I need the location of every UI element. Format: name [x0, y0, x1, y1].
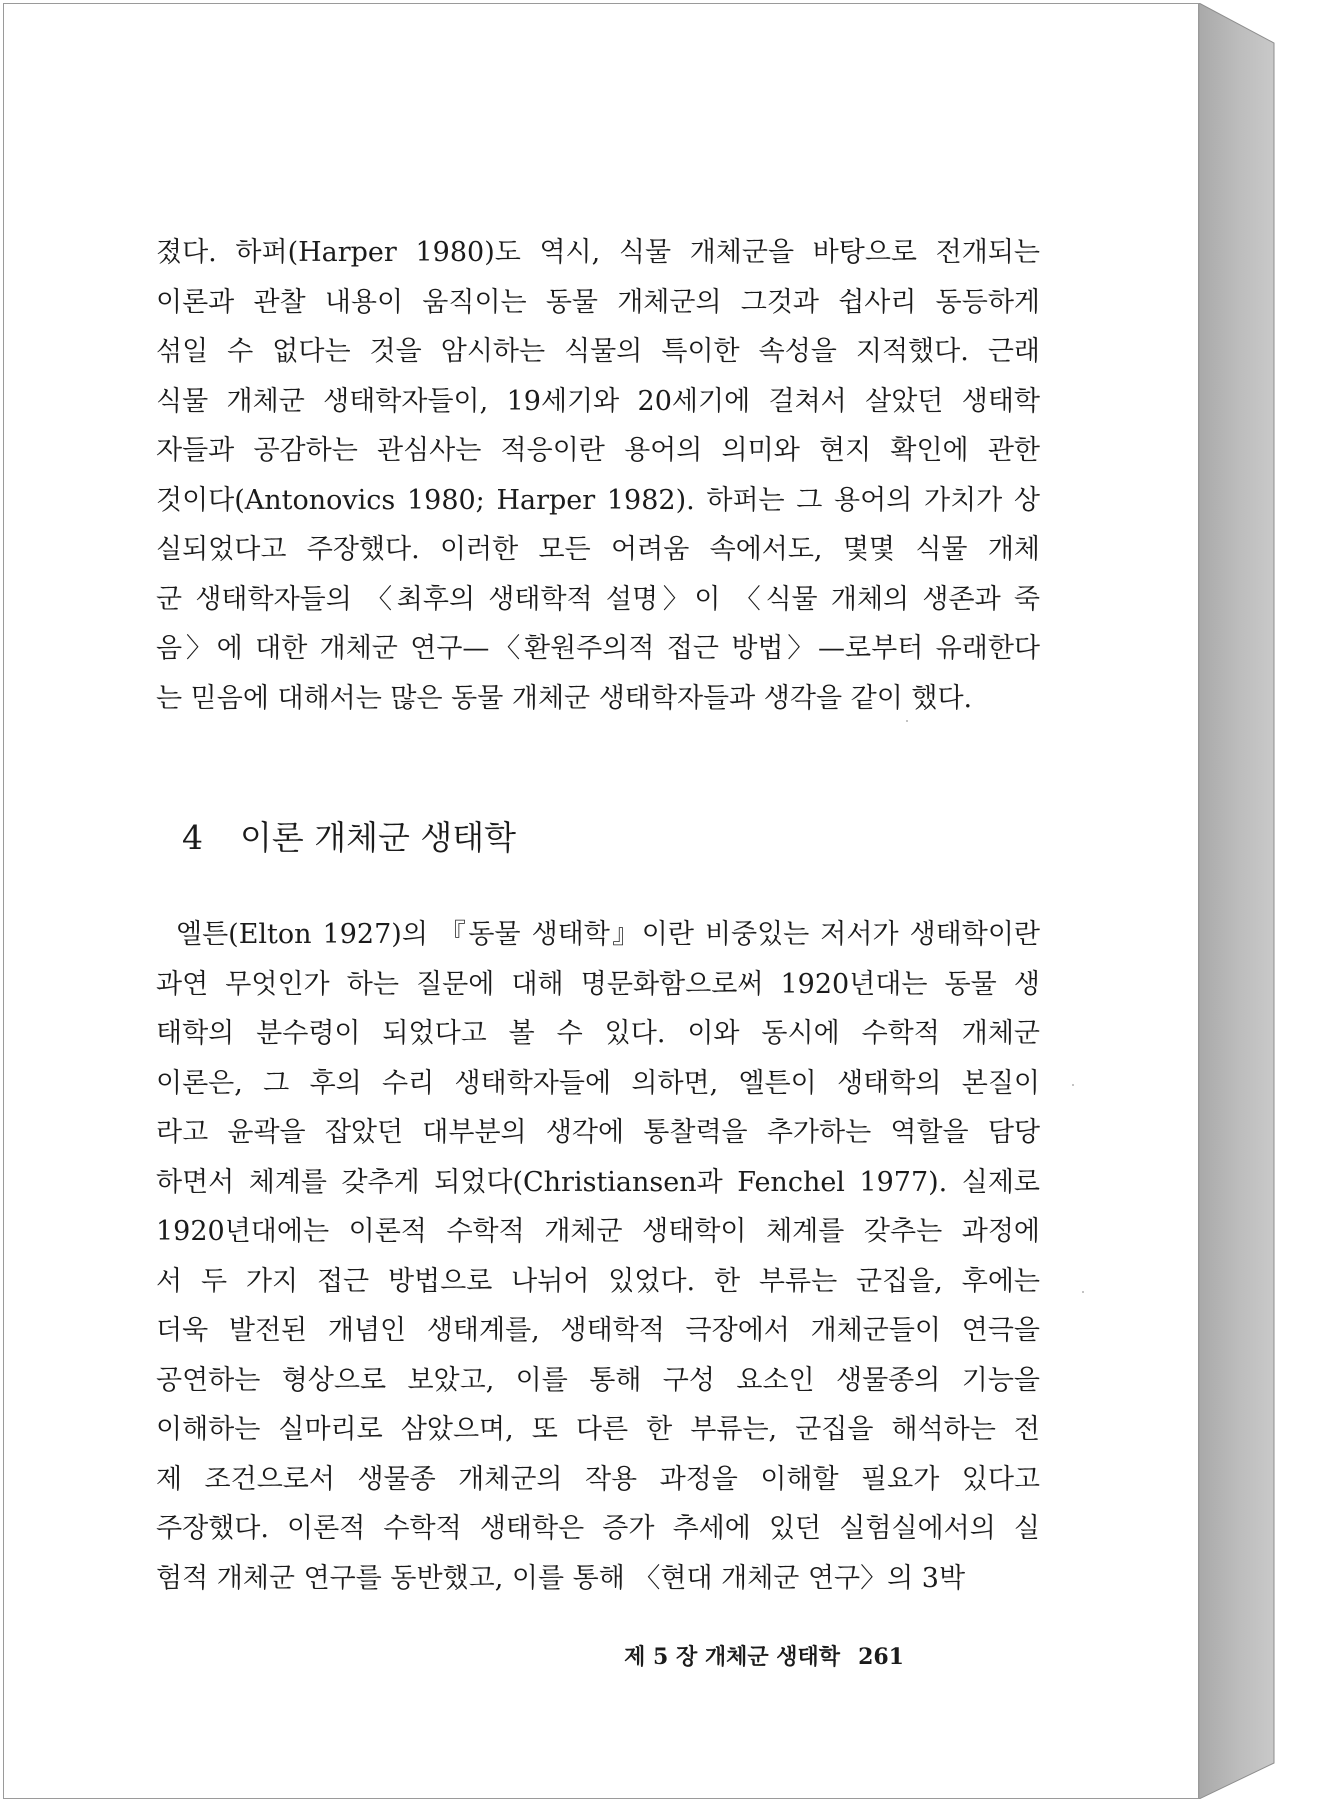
- text-line: 엘튼(Elton 1927)의 『동물 생태학』이란 비중있는 저서가 생태학이란: [176, 919, 1040, 950]
- text-line: 군 생태학자들의 〈최후의 생태학적 설명〉이 〈식물 개체의 생존과 죽: [156, 583, 1040, 615]
- text-line: 더욱 발전된 개념인 생태계를, 생태학적 극장에서 개체군들이 연극을: [156, 1315, 1040, 1346]
- text-line: 실되었다고 주장했다. 이러한 모든 어려움 속에서도, 몇몇 식물 개체: [156, 534, 1040, 565]
- text-line: 주장했다. 이론적 수학적 생태학은 증가 추세에 있던 실험실에서의 실: [156, 1513, 1040, 1544]
- text-line: 이해하는 실마리로 삼았으며, 또 다른 한 부류는, 군집을 해석하는 전: [156, 1414, 1040, 1445]
- running-footer: [624, 1640, 904, 1671]
- section-number: 4: [182, 818, 203, 857]
- text-line: 태학의 분수령이 되었다고 볼 수 있다. 이와 동시에 수학적 개체군: [156, 1018, 1040, 1049]
- text-line: 이론은, 그 후의 수리 생태학자들에 의하면, 엘튼이 생태학의 본질이: [156, 1067, 1040, 1099]
- chapter-label: 제 5 장 개체군 생태학: [624, 1644, 841, 1670]
- text-line: 음〉에 대한 개체군 연구—〈환원주의적 접근 방법〉—로부터 유래한다: [156, 633, 1040, 664]
- paragraph-continued: [156, 228, 1040, 723]
- text-line: 이론과 관찰 내용이 움직이는 동물 개체군의 그것과 쉽사리 동등하게: [156, 286, 1040, 318]
- text-line: 자들과 공감하는 관심사는 적응이란 용어의 의미와 현지 확인에 관한: [156, 435, 1040, 466]
- page-number: 261: [858, 1644, 904, 1670]
- text-line: 하면서 체계를 갖추게 되었다(Christiansen과 Fenchel 1977). 실제로: [156, 1166, 1040, 1198]
- text-line: 과연 무엇인가 하는 질문에 대해 명문화함으로써 1920년대는 동물 생: [156, 968, 1040, 1000]
- section-heading: [182, 812, 516, 859]
- text-line: 제 조건으로서 생물종 개체군의 작용 과정을 이해할 필요가 있다고: [156, 1463, 1040, 1495]
- text-line: 식물 개체군 생태학자들이, 19세기와 20세기에 걸쳐서 살았던 생태학: [156, 385, 1040, 417]
- page-stack-edge: [1199, 3, 1327, 1799]
- scan-speck: [1072, 1084, 1074, 1086]
- scan-speck: [906, 720, 908, 722]
- text-line: 1920년대에는 이론적 수학적 개체군 생태학이 체계를 갖추는 과정에: [156, 1216, 1040, 1247]
- text-line: 섞일 수 없다는 것을 암시하는 식물의 특이한 속성을 지적했다. 근래: [156, 336, 1040, 367]
- text-line: 것이다(Antonovics 1980; Harper 1982). 하퍼는 그 용어의 가치가 상: [156, 484, 1040, 516]
- paragraph: [156, 910, 1040, 1603]
- scan-speck: [1082, 1291, 1084, 1293]
- text-line: 공연하는 형상으로 보았고, 이를 통해 구성 요소인 생물종의 기능을: [156, 1364, 1040, 1396]
- book-page: [3, 3, 1199, 1799]
- text-line: 서 두 가지 접근 방법으로 나뉘어 있었다. 한 부류는 군집을, 후에는: [156, 1265, 1040, 1297]
- text-line: 는 믿음에 대해서는 많은 동물 개체군 생태학자들과 생각을 같이 했다.: [156, 682, 973, 714]
- text-line: 험적 개체군 연구를 동반했고, 이를 통해 〈현대 개체군 연구〉의 3박: [156, 1562, 966, 1594]
- section-title: 이론 개체군 생태학: [240, 818, 517, 857]
- text-line: 라고 윤곽을 잡았던 대부분의 생각에 통찰력을 추가하는 역할을 담당: [156, 1117, 1040, 1148]
- text-line: 졌다. 하퍼(Harper 1980)도 역시, 식물 개체군을 바탕으로 전개되는: [156, 237, 1040, 268]
